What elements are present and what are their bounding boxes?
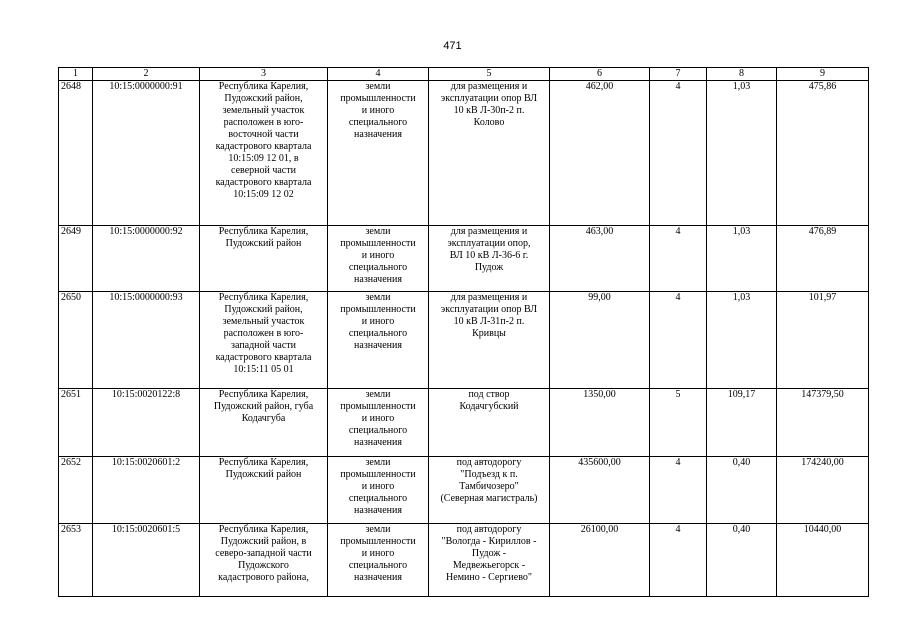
cell-cadastral-number: 10:15:0000000:93: [93, 292, 200, 389]
cell-permitted-use: для размещения и эксплуатации опор ВЛ 10 кВ Л-31п-2 п. Кривцы: [429, 292, 550, 389]
header-cell-row-number: 1: [59, 68, 93, 81]
cell-coefficient: 4: [650, 292, 707, 389]
table-row: [59, 81, 869, 226]
cell-land-category: земли промышленности и иного специального назначения: [328, 389, 429, 457]
cell-land-category: земли промышленности и иного специального назначения: [328, 292, 429, 389]
cell-coefficient: 4: [650, 457, 707, 524]
cell-amount: 10440,00: [777, 524, 869, 597]
cell-row-number: 2652: [59, 457, 93, 524]
cell-row-number: 2651: [59, 389, 93, 457]
cell-coefficient: 4: [650, 524, 707, 597]
header-cell-location: 3: [200, 68, 328, 81]
cell-land-category: земли промышленности и иного специального назначения: [328, 524, 429, 597]
cell-area: 1350,00: [550, 389, 650, 457]
table-row: [59, 524, 869, 597]
land-register-table: [58, 67, 869, 597]
cell-location: Республика Карелия, Пудожский район, земельный участок расположен в юго- западной части кадастрового квартала 10:15:11 05 01: [200, 292, 328, 389]
header-cell-land-category: 4: [328, 68, 429, 81]
cell-permitted-use: под автодорогу "Подъезд к п. Тамбичозеро" (Северная магистраль): [429, 457, 550, 524]
cell-coefficient: 5: [650, 389, 707, 457]
table-row: [59, 226, 869, 292]
cell-amount: 101,97: [777, 292, 869, 389]
header-cell-rate: 8: [707, 68, 777, 81]
cell-location: Республика Карелия, Пудожский район: [200, 457, 328, 524]
cell-area: 435600,00: [550, 457, 650, 524]
cell-area: 462,00: [550, 81, 650, 226]
cell-cadastral-number: 10:15:0020601:5: [93, 524, 200, 597]
header-cell-area: 6: [550, 68, 650, 81]
header-cell-permitted-use: 5: [429, 68, 550, 81]
cell-rate: 1,03: [707, 292, 777, 389]
cell-location: Республика Карелия, Пудожский район: [200, 226, 328, 292]
table-body: [59, 68, 869, 597]
table-row: [59, 292, 869, 389]
cell-cadastral-number: 10:15:0000000:91: [93, 81, 200, 226]
header-cell-amount: 9: [777, 68, 869, 81]
cell-amount: 174240,00: [777, 457, 869, 524]
cell-amount: 147379,50: [777, 389, 869, 457]
cell-coefficient: 4: [650, 226, 707, 292]
cell-cadastral-number: 10:15:0020601:2: [93, 457, 200, 524]
cell-location: Республика Карелия, Пудожский район, губа Кодачгуба: [200, 389, 328, 457]
cell-amount: 476,89: [777, 226, 869, 292]
cell-location: Республика Карелия, Пудожский район, в северо-западной части Пудожского кадастрового района,: [200, 524, 328, 597]
header-row: [59, 68, 869, 81]
cell-area: 26100,00: [550, 524, 650, 597]
cell-rate: 0,40: [707, 457, 777, 524]
cell-location: Республика Карелия, Пудожский район, земельный участок расположен в юго- восточной части кадастрового квартала 10:15:09 12 01, в северной части кадастрового квартала 10:15:09 12 02: [200, 81, 328, 226]
cell-land-category: земли промышленности и иного специального назначения: [328, 81, 429, 226]
table-row: [59, 389, 869, 457]
cell-cadastral-number: 10:15:0000000:92: [93, 226, 200, 292]
cell-rate: 1,03: [707, 81, 777, 226]
cell-rate: 109,17: [707, 389, 777, 457]
cell-row-number: 2649: [59, 226, 93, 292]
cell-rate: 0,40: [707, 524, 777, 597]
cell-row-number: 2653: [59, 524, 93, 597]
page-number: 471: [443, 40, 462, 52]
cell-rate: 1,03: [707, 226, 777, 292]
cell-permitted-use: под створ Кодачгубский: [429, 389, 550, 457]
cell-amount: 475,86: [777, 81, 869, 226]
cell-permitted-use: под автодорогу "Вологда - Кириллов - Пудож - Медвежьегорск - Немино - Сергиево": [429, 524, 550, 597]
cell-land-category: земли промышленности и иного специального назначения: [328, 226, 429, 292]
cell-permitted-use: для размещения и эксплуатации опор ВЛ 10 кВ Л-30п-2 п. Колово: [429, 81, 550, 226]
cell-cadastral-number: 10:15:0020122:8: [93, 389, 200, 457]
cell-permitted-use: для размещения и эксплуатации опор, ВЛ 10 кВ Л-36-6 г. Пудож: [429, 226, 550, 292]
cell-area: 99,00: [550, 292, 650, 389]
header-cell-cadastral-number: 2: [93, 68, 200, 81]
cell-area: 463,00: [550, 226, 650, 292]
cell-land-category: земли промышленности и иного специального назначения: [328, 457, 429, 524]
cell-row-number: 2648: [59, 81, 93, 226]
table-row: [59, 457, 869, 524]
cell-row-number: 2650: [59, 292, 93, 389]
cell-coefficient: 4: [650, 81, 707, 226]
header-cell-coefficient: 7: [650, 68, 707, 81]
